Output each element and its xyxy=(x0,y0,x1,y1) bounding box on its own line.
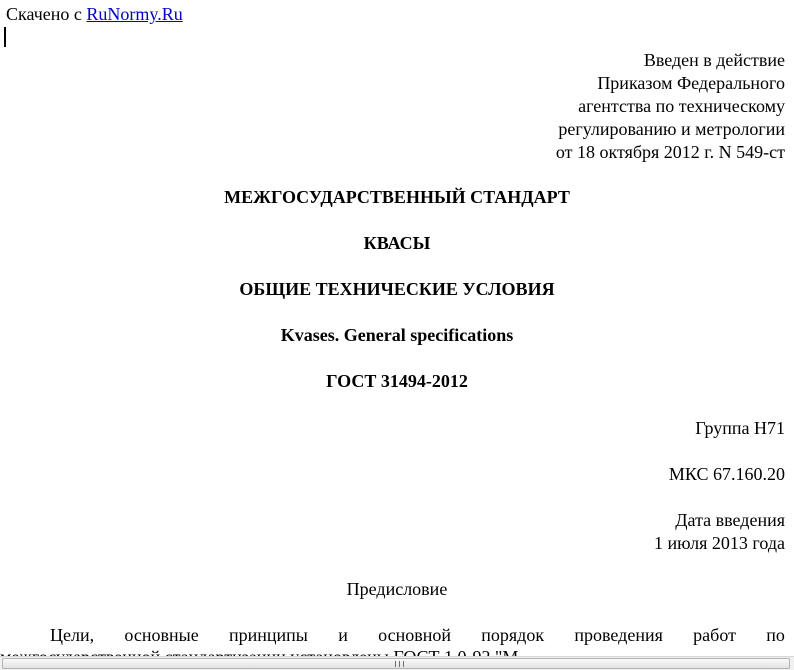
paragraph-word: работ xyxy=(693,625,736,645)
paragraph-word: порядок xyxy=(481,625,545,645)
english-title: Kvases. General specifications xyxy=(280,325,514,345)
standard-type-heading: МЕЖГОСУДАРСТВЕННЫЙ СТАНДАРТ xyxy=(224,187,570,207)
standard-code: ГОСТ 31494-2012 xyxy=(326,371,468,391)
source-prefix: Скачено с xyxy=(6,4,87,24)
scrollbar-thumb[interactable] xyxy=(2,658,790,669)
approval-block xyxy=(556,49,785,164)
approval-line: от 18 октября 2012 г. N 549-ст xyxy=(555,142,785,162)
group-code: Группа Н71 xyxy=(695,418,785,438)
product-heading: КВАСЫ xyxy=(363,233,431,253)
paragraph-line xyxy=(50,624,785,646)
approval-line: агентства по техническому xyxy=(578,96,785,116)
source-link[interactable]: RuNormy.Ru xyxy=(86,4,183,24)
text-cursor xyxy=(4,27,6,47)
source-line xyxy=(6,4,183,25)
paragraph-word: проведения xyxy=(574,625,663,645)
paragraph-word: и xyxy=(338,625,348,645)
subtitle-heading: ОБЩИЕ ТЕХНИЧЕСКИЕ УСЛОВИЯ xyxy=(239,279,555,299)
mks-code: МКС 67.160.20 xyxy=(668,464,785,484)
paragraph-word: Цели, xyxy=(50,625,95,645)
foreword-heading: Предисловие xyxy=(346,579,448,599)
horizontal-scrollbar[interactable] xyxy=(0,656,794,670)
approval-line: регулированию и метрологии xyxy=(558,119,785,139)
approval-line: Приказом Федерального xyxy=(597,73,785,93)
paragraph-word: принципы xyxy=(229,625,308,645)
intro-date-label: Дата введения xyxy=(675,510,785,530)
grip-icon xyxy=(395,661,404,667)
paragraph-word: основные xyxy=(124,625,199,645)
approval-line: Введен в действие xyxy=(643,50,785,70)
intro-date-value: 1 июля 2013 года xyxy=(654,533,785,553)
paragraph-word: по xyxy=(766,625,785,645)
paragraph-word: основной xyxy=(378,625,451,645)
